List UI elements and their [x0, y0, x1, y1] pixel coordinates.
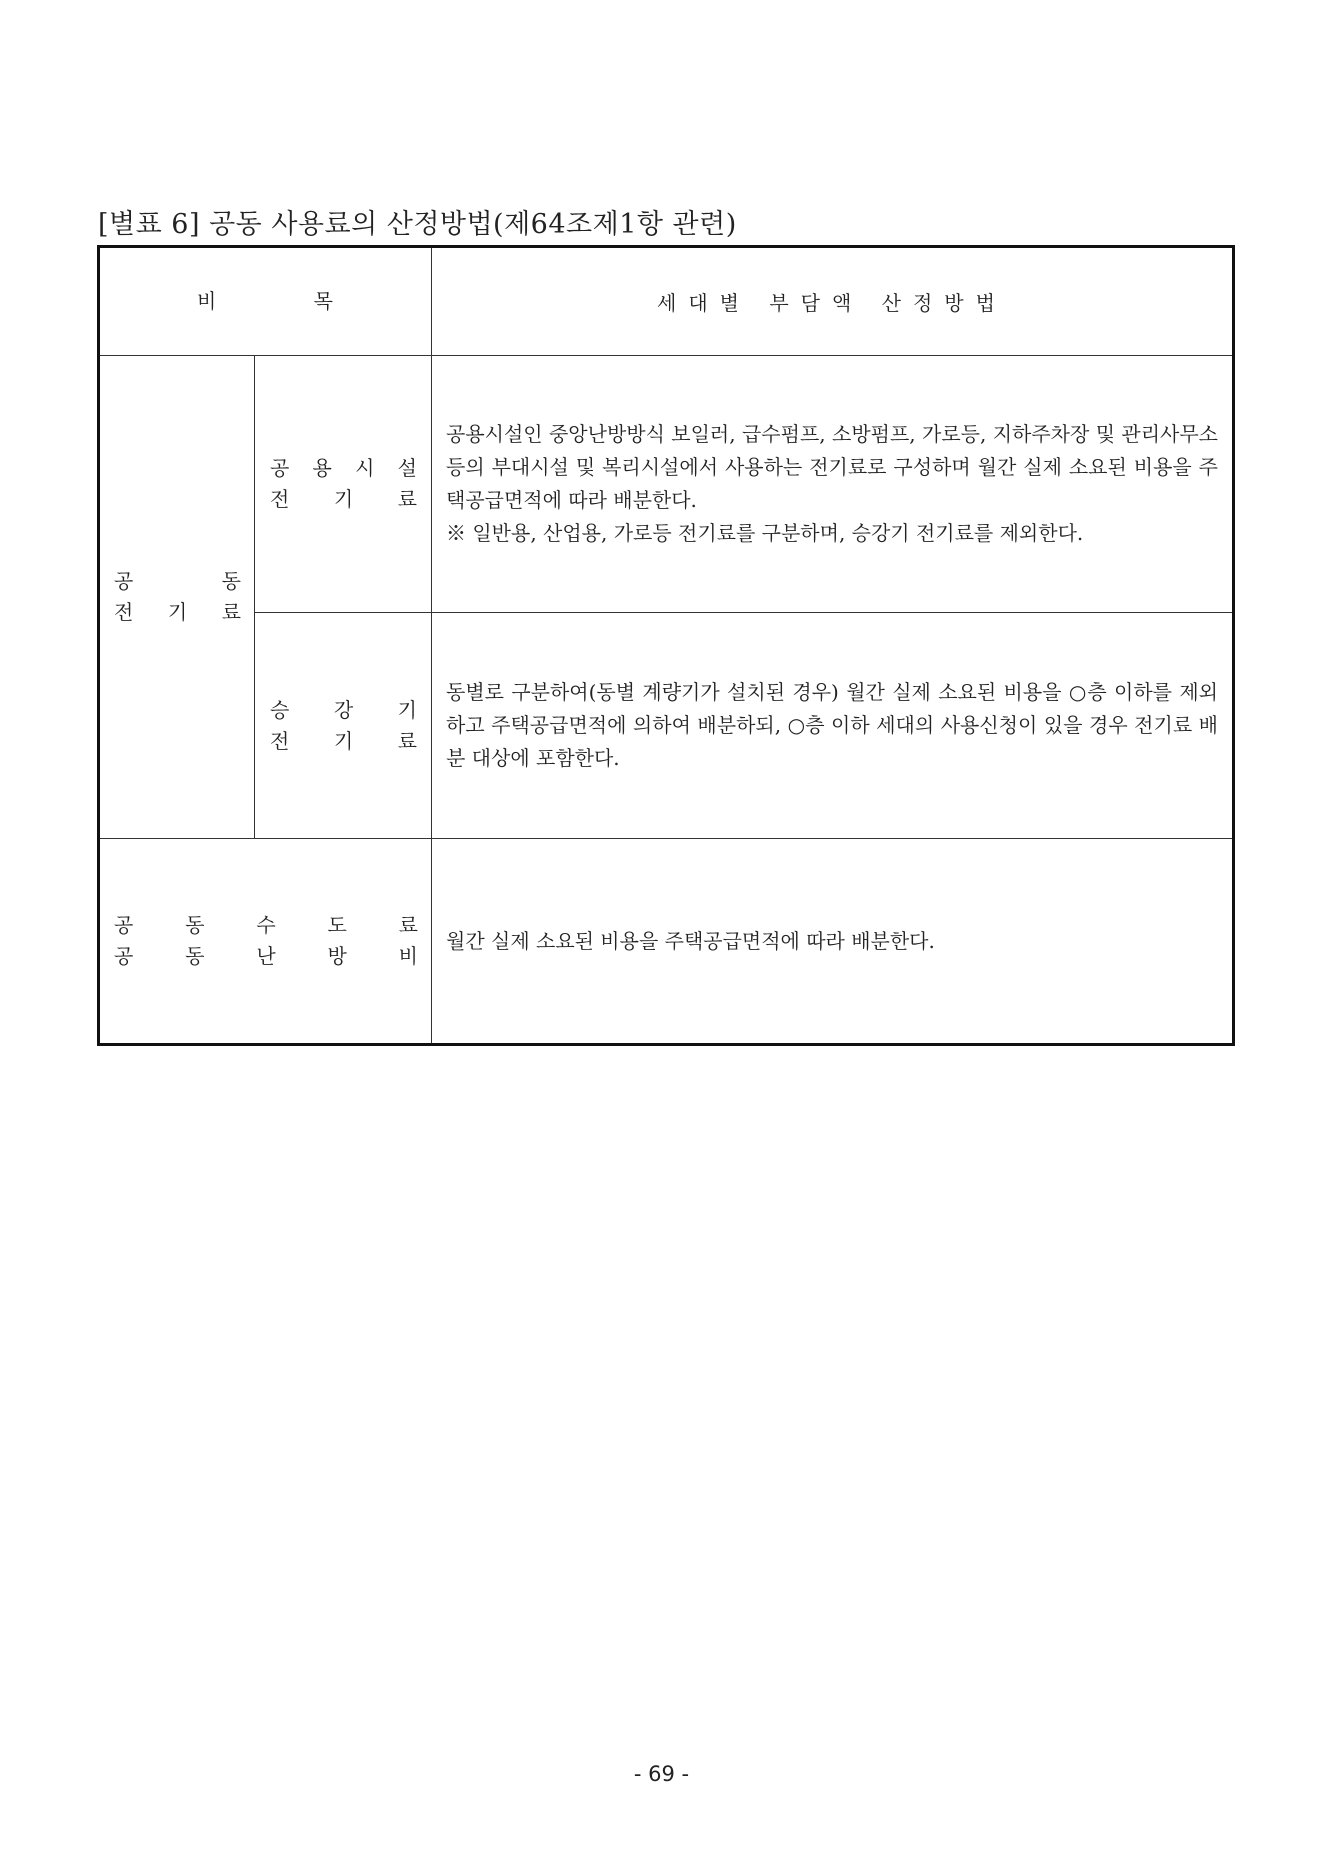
label-char: 승: [270, 697, 290, 722]
category-char: 난: [256, 944, 276, 968]
table-row: [99, 356, 1234, 613]
category-char: 공: [114, 944, 134, 968]
label-char: 기: [333, 728, 354, 753]
description-note: ※ 일반용, 산업용, 가로등 전기료를 구분하며, 승강기 전기료를 제외한다.: [446, 521, 1084, 545]
header-category-char: 목: [313, 289, 333, 313]
description-text: 월간 실제 소요된 비용을 주택공급면적에 따라 배분한다.: [446, 928, 935, 953]
category-char: 동: [221, 569, 241, 593]
description-text: 동별로 구분하여(동별 계량기가 설치된 경우) 월간 실제 소요된 비용을 ○층 이하를 제외하고 주택공급면적에 의하여 배분하되, ○층 이하 세대의 사용신청이 있을 경우 전기료 배분 대상에 포함한다.: [446, 680, 1218, 770]
category-char: 동: [185, 944, 205, 968]
description-text: 공용시설인 중앙난방방식 보일러, 급수펌프, 소방펌프, 가로등, 지하주차장 및 관리사무소 등의 부대시설 및 복리시설에서 사용하는 전기료로 구성하며 월간 실제 소요된 비용을 주택공급면적에 따라 배분한다.: [446, 422, 1218, 512]
document-title: [별표 6] 공동 사용료의 산정방법(제64조제1항 관련): [98, 209, 737, 240]
label-char: 설: [397, 456, 417, 480]
label-char: 기: [397, 697, 417, 722]
category-char: 기: [167, 600, 188, 624]
table-header-row: [99, 247, 1234, 356]
label-char: 료: [397, 728, 417, 753]
water-heating-category: [99, 839, 432, 1045]
label-char: 기: [333, 487, 354, 511]
label-char: 용: [312, 456, 332, 480]
water-heating-description: [432, 839, 1234, 1045]
table-row: [99, 839, 1234, 1045]
label-char: 강: [333, 697, 354, 722]
category-char: 방: [327, 944, 347, 968]
table-row: [99, 613, 1234, 839]
category-char: 공: [114, 913, 134, 937]
category-char: 공: [114, 569, 134, 593]
elevator-electricity-label: [255, 613, 432, 839]
common-facility-electricity-description: [432, 356, 1234, 613]
label-char: 전: [270, 487, 290, 511]
common-electricity-category: [99, 356, 255, 839]
category-char: 도: [327, 913, 347, 937]
header-category-char: 비: [197, 289, 217, 313]
category-char: 료: [221, 600, 241, 624]
page-number: - 69 -: [633, 1762, 690, 1786]
category-char: 수: [256, 913, 276, 937]
category-char: 전: [114, 600, 134, 624]
common-facility-electricity-label: [255, 356, 432, 613]
label-char: 료: [397, 487, 417, 511]
header-method-cell: [432, 247, 1234, 356]
category-char: 료: [398, 913, 418, 937]
header-method-label: 세대별 부담액 산정방법: [657, 291, 1007, 315]
usage-fee-table: [97, 245, 1235, 1046]
header-category-cell: [99, 247, 432, 356]
label-char: 시: [355, 456, 375, 480]
label-char: 공: [270, 456, 290, 480]
label-char: 전: [270, 728, 290, 753]
elevator-electricity-description: [432, 613, 1234, 839]
category-char: 동: [185, 913, 205, 937]
category-char: 비: [398, 944, 418, 968]
